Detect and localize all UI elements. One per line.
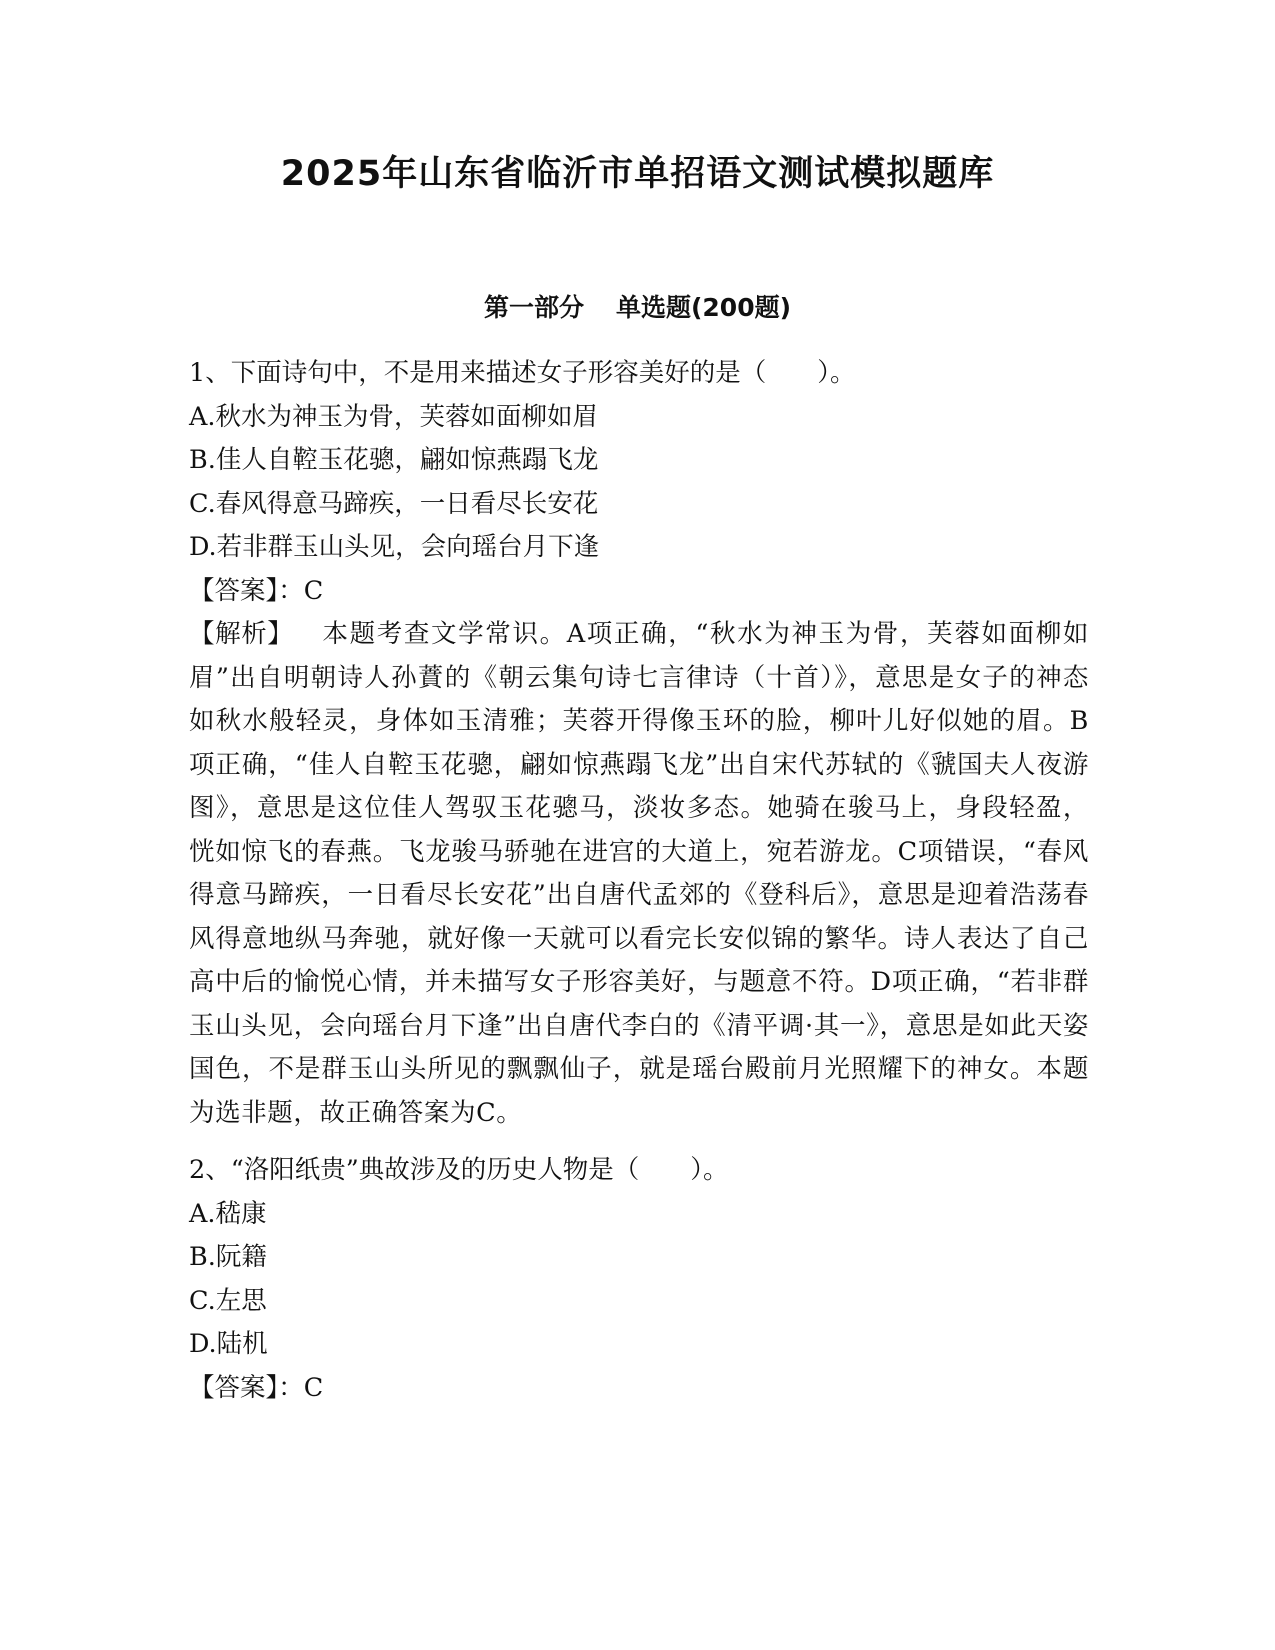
section-name: 第一部分 — [483, 293, 584, 322]
question-2-stem: 2、“洛阳纸贵”典故涉及的历史人物是（ ）。 — [189, 1155, 729, 1185]
answer-label: 【答案】： — [189, 575, 304, 606]
question-2 — [189, 1149, 1089, 1410]
question-1-stem: 1、下面诗句中，不是用来描述女子形容美好的是（ ）。 — [189, 358, 856, 388]
answer-value: C — [303, 1372, 324, 1403]
question-1 — [189, 352, 1089, 1135]
analysis-text: 本题考查文学常识。A项正确，“秋水为神玉为骨，芙蓉如面柳如眉”出自明朝诗人孙蕡的《朝云集句诗七言律诗（十首）》，意思是女子的神态如秋水般轻灵，身体如玉清雅；芙蓉开得像玉环的脸，柳叶儿好似她的眉。B项正确，“佳人自鞚玉花骢，翩如惊燕蹋飞龙”出自宋代苏轼的《虢国夫人夜游图》，意思是这位佳人驾驭玉花骢马，淡妆多态。她骑在骏马上，身段轻盈，恍如惊飞的春燕。飞龙骏马骄驰在进宫的大道上，宛若游龙。C项错误，“春风得意马蹄疾，一日看尽长安花”出自唐代孟郊的《登科后》，意思是迎着浩荡春风得意地纵马奔驰，就好像一天就可以看完长安似锦的繁华。诗人表达了自己高中后的愉悦心情，并未描写女子形容美好，与题意不符。D项正确，“若非群玉山头见，会向瑶台月下逢”出自唐代李白的《清平调·其一》，意思是如此天姿国色，不是群玉山头所见的飘飘仙子，就是瑶台殿前月光照耀下的神女。本题为选非题，故正确答案为C。 — [189, 619, 1089, 1128]
question-1-answer — [189, 570, 1089, 614]
question-2-option-b: B.阮籍 — [189, 1242, 267, 1272]
question-list — [189, 352, 1089, 1410]
answer-label: 【答案】： — [189, 1372, 304, 1403]
question-1-option-a: A.秋水为神玉为骨，芙蓉如面柳如眉 — [189, 401, 599, 432]
question-1-option-c: C.春风得意马蹄疾，一日看尽长安花 — [189, 488, 599, 519]
answer-value: C — [303, 575, 324, 606]
question-2-option-d: D.陆机 — [189, 1329, 268, 1359]
document-title: 2025年山东省临沂市单招语文测试模拟题库 — [280, 154, 995, 194]
section-label: 单选题(200题) — [615, 293, 792, 322]
question-1-option-d: D.若非群玉山头见，会向瑶台月下逢 — [189, 532, 600, 562]
section-heading — [0, 290, 1275, 326]
question-2-answer — [189, 1367, 1089, 1411]
question-2-option-a: A.嵇康 — [189, 1198, 267, 1229]
question-1-option-b: B.佳人自鞚玉花骢，翩如惊燕蹋飞龙 — [189, 445, 599, 475]
question-2-option-c: C.左思 — [189, 1285, 267, 1316]
question-spacer — [189, 1135, 1089, 1149]
question-1-analysis — [189, 613, 1089, 1135]
analysis-label: 【解析】 — [189, 619, 294, 649]
